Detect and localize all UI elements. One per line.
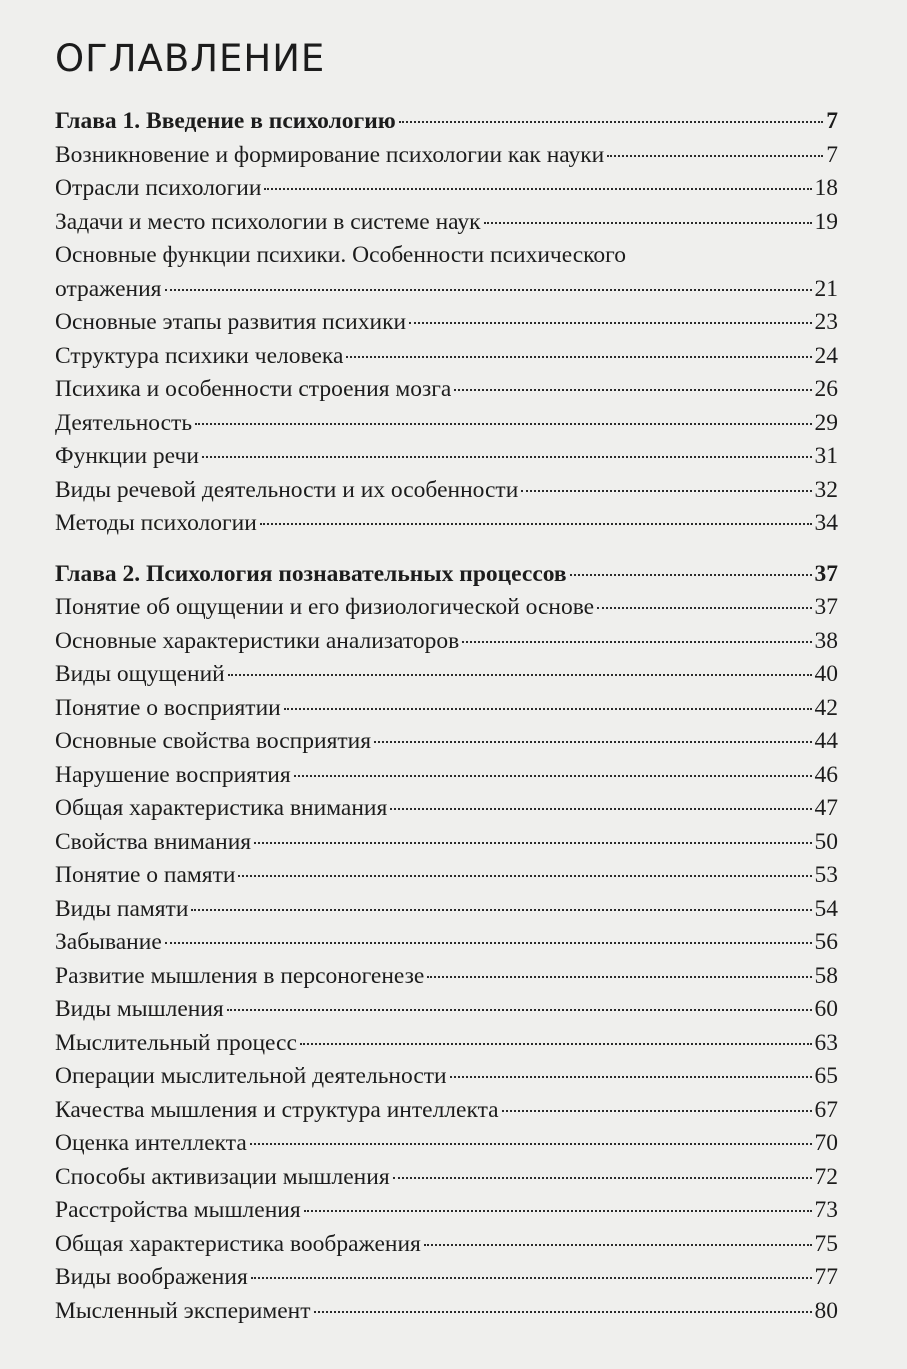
dot-leader xyxy=(191,909,811,911)
toc-entry xyxy=(55,172,838,206)
toc-entry-title: Операции мыслительной деятельности xyxy=(55,1063,447,1089)
toc-entry-title: Оценка интеллекта xyxy=(55,1130,247,1156)
toc-entry-page: 29 xyxy=(814,409,838,436)
toc-entry-page: 75 xyxy=(814,1230,838,1257)
dot-leader xyxy=(165,942,812,944)
toc-entry-page: 7 xyxy=(826,108,838,134)
dot-leader xyxy=(165,289,812,291)
dot-leader xyxy=(390,808,811,810)
toc-entry xyxy=(55,1228,838,1262)
dot-leader xyxy=(254,842,811,844)
toc-entry xyxy=(55,725,838,759)
toc-entry xyxy=(55,340,838,374)
toc-entry xyxy=(55,1094,838,1128)
toc-entry xyxy=(55,507,838,541)
toc-entry-title: Нарушение восприятия xyxy=(55,761,291,788)
toc-entry-title: Методы психологии xyxy=(55,510,257,536)
toc-entry xyxy=(55,139,838,173)
dot-leader xyxy=(284,708,812,710)
toc-entry-page: 58 xyxy=(814,962,838,989)
toc-entry-title: Виды ощущений xyxy=(55,661,225,687)
toc-entry-page: 7 xyxy=(826,141,838,168)
toc-entry xyxy=(55,1295,838,1329)
toc-entry-title: Возникновение и формирование психологии как науки xyxy=(55,141,605,168)
toc-entry-title: Понятие об ощущении и его физиологической основе xyxy=(55,594,595,620)
dot-leader xyxy=(294,775,812,777)
dot-leader xyxy=(502,1110,812,1112)
toc-entry xyxy=(55,826,838,860)
toc-entry-page: 65 xyxy=(814,1063,838,1089)
toc-entry xyxy=(55,206,838,240)
dot-leader xyxy=(250,1143,812,1145)
dot-leader xyxy=(409,322,811,324)
toc-entries xyxy=(55,105,838,1328)
toc-entry-title: Глава 1. Введение в психологию xyxy=(55,108,396,134)
dot-leader xyxy=(521,490,811,492)
toc-entry-page: 32 xyxy=(814,476,838,503)
toc-entry-page: 56 xyxy=(814,929,838,955)
toc-entry-page: 73 xyxy=(814,1197,838,1223)
toc-entry xyxy=(55,1060,838,1094)
toc-entry-title: Понятие о памяти xyxy=(55,862,236,888)
toc-entry-title: Основные этапы развития психики xyxy=(55,309,407,335)
dot-leader xyxy=(484,222,812,224)
toc-entry-page: 44 xyxy=(814,728,838,754)
toc-entry xyxy=(55,792,838,826)
dot-leader xyxy=(251,1277,812,1279)
dot-leader xyxy=(300,1043,812,1045)
toc-entry-page: 37 xyxy=(814,560,838,587)
toc-entry-title: Виды памяти xyxy=(55,895,189,922)
toc-entry-title: Понятие о восприятии xyxy=(55,694,281,721)
toc-entry-title: Забывание xyxy=(55,929,162,955)
toc-entry-page: 63 xyxy=(814,1029,838,1056)
toc-entry xyxy=(55,306,838,340)
toc-page xyxy=(55,36,838,1328)
toc-entry-title: отражения xyxy=(55,275,162,302)
toc-entry-page: 18 xyxy=(814,175,838,201)
toc-entry xyxy=(55,273,838,307)
toc-entry-title: Качества мышления и структура интеллекта xyxy=(55,1096,499,1123)
toc-entry-title: Виды мышления xyxy=(55,996,224,1022)
toc-entry-title: Способы активизации мышления xyxy=(55,1163,390,1190)
toc-entry-title: Расстройства мышления xyxy=(55,1197,301,1223)
dot-leader xyxy=(227,1009,812,1011)
toc-entry xyxy=(55,1261,838,1295)
toc-entry xyxy=(55,1161,838,1195)
toc-entry xyxy=(55,591,838,625)
toc-entry-page: 80 xyxy=(814,1297,838,1324)
toc-entry-page: 77 xyxy=(814,1264,838,1290)
toc-entry-title: Глава 2. Психология познавательных процессов xyxy=(55,560,567,587)
toc-entry-page: 67 xyxy=(814,1096,838,1123)
toc-entry xyxy=(55,859,838,893)
dot-leader xyxy=(450,1076,812,1078)
dot-leader xyxy=(399,121,824,123)
toc-entry-title: Психика и особенности строения мозга xyxy=(55,376,452,402)
dot-leader xyxy=(264,188,811,190)
toc-entry-page: 42 xyxy=(814,694,838,721)
toc-entry-title: Развитие мышления в персоногенезе xyxy=(55,962,425,989)
toc-entry-page: 54 xyxy=(814,895,838,922)
toc-entry-page: 31 xyxy=(814,443,838,469)
toc-entry-title: Деятельность xyxy=(55,409,193,436)
toc-entry xyxy=(55,1194,838,1228)
toc-entry xyxy=(55,692,838,726)
dot-leader xyxy=(607,155,823,157)
toc-entry-page: 37 xyxy=(814,594,838,620)
toc-entry-title: Мыслительный процесс xyxy=(55,1029,297,1056)
toc-entry-title: Свойства внимания xyxy=(55,828,252,855)
toc-entry-title: Структура психики человека xyxy=(55,342,344,369)
toc-entry xyxy=(55,759,838,793)
toc-entry-title: Функции речи xyxy=(55,443,199,469)
toc-entry xyxy=(55,926,838,960)
dot-leader xyxy=(346,356,811,358)
toc-entry-title: Основные свойства восприятия xyxy=(55,728,372,754)
dot-leader xyxy=(393,1177,812,1179)
dot-leader xyxy=(570,574,812,576)
toc-entry-title: Общая характеристика внимания xyxy=(55,795,388,821)
toc-entry xyxy=(55,960,838,994)
toc-entry xyxy=(55,1027,838,1061)
dot-leader xyxy=(238,875,811,877)
toc-entry-title: Общая характеристика воображения xyxy=(55,1230,421,1257)
toc-entry-page: 70 xyxy=(814,1130,838,1156)
toc-entry-page: 24 xyxy=(814,342,838,369)
toc-entry-title: Задачи и место психологии в системе наук xyxy=(55,208,481,235)
dot-leader xyxy=(195,423,811,425)
toc-entry xyxy=(55,474,838,508)
toc-entry-page: 72 xyxy=(814,1163,838,1190)
toc-title: ОГЛАВЛЕНИЕ xyxy=(55,37,326,80)
toc-entry-page: 23 xyxy=(814,309,838,335)
dot-leader xyxy=(427,976,811,978)
toc-entry-title: Виды речевой деятельности и их особенности xyxy=(55,476,519,503)
toc-entry xyxy=(55,1127,838,1161)
toc-entry-page: 53 xyxy=(814,862,838,888)
toc-entry xyxy=(55,407,838,441)
toc-entry xyxy=(55,893,838,927)
toc-entry-title: Основные характеристики анализаторов xyxy=(55,627,460,654)
toc-entry xyxy=(55,440,838,474)
toc-entry-page: 19 xyxy=(814,208,838,235)
toc-entry-page: 60 xyxy=(814,996,838,1022)
toc-entry-page: 47 xyxy=(814,795,838,821)
dot-leader xyxy=(228,674,812,676)
toc-entry-page: 50 xyxy=(814,828,838,855)
dot-leader xyxy=(260,523,812,525)
toc-entry-page: 34 xyxy=(814,510,838,536)
dot-leader xyxy=(304,1210,812,1212)
toc-entry-page: 40 xyxy=(814,661,838,687)
dot-leader xyxy=(374,741,811,743)
dot-leader xyxy=(314,1311,812,1313)
toc-entry-line xyxy=(55,239,838,273)
toc-entry-page: 38 xyxy=(814,627,838,654)
toc-entry xyxy=(55,625,838,659)
toc-entry-page: 21 xyxy=(814,275,838,302)
dot-leader xyxy=(424,1244,812,1246)
toc-entry-page: 26 xyxy=(814,376,838,402)
toc-chapter-entry xyxy=(55,105,838,139)
dot-leader xyxy=(462,641,811,643)
toc-chapter-entry xyxy=(55,558,838,592)
toc-entry-title: Отрасли психологии xyxy=(55,175,262,201)
toc-entry-title: Мысленный эксперимент xyxy=(55,1297,311,1324)
toc-entry-title: Виды воображения xyxy=(55,1264,248,1290)
dot-leader xyxy=(202,456,812,458)
toc-entry-title: Основные функции психики. Особенности психического xyxy=(55,242,626,268)
dot-leader xyxy=(454,389,811,391)
toc-entry xyxy=(55,993,838,1027)
toc-entry-page: 46 xyxy=(814,761,838,788)
toc-entry xyxy=(55,373,838,407)
dot-leader xyxy=(597,607,811,609)
toc-entry xyxy=(55,658,838,692)
